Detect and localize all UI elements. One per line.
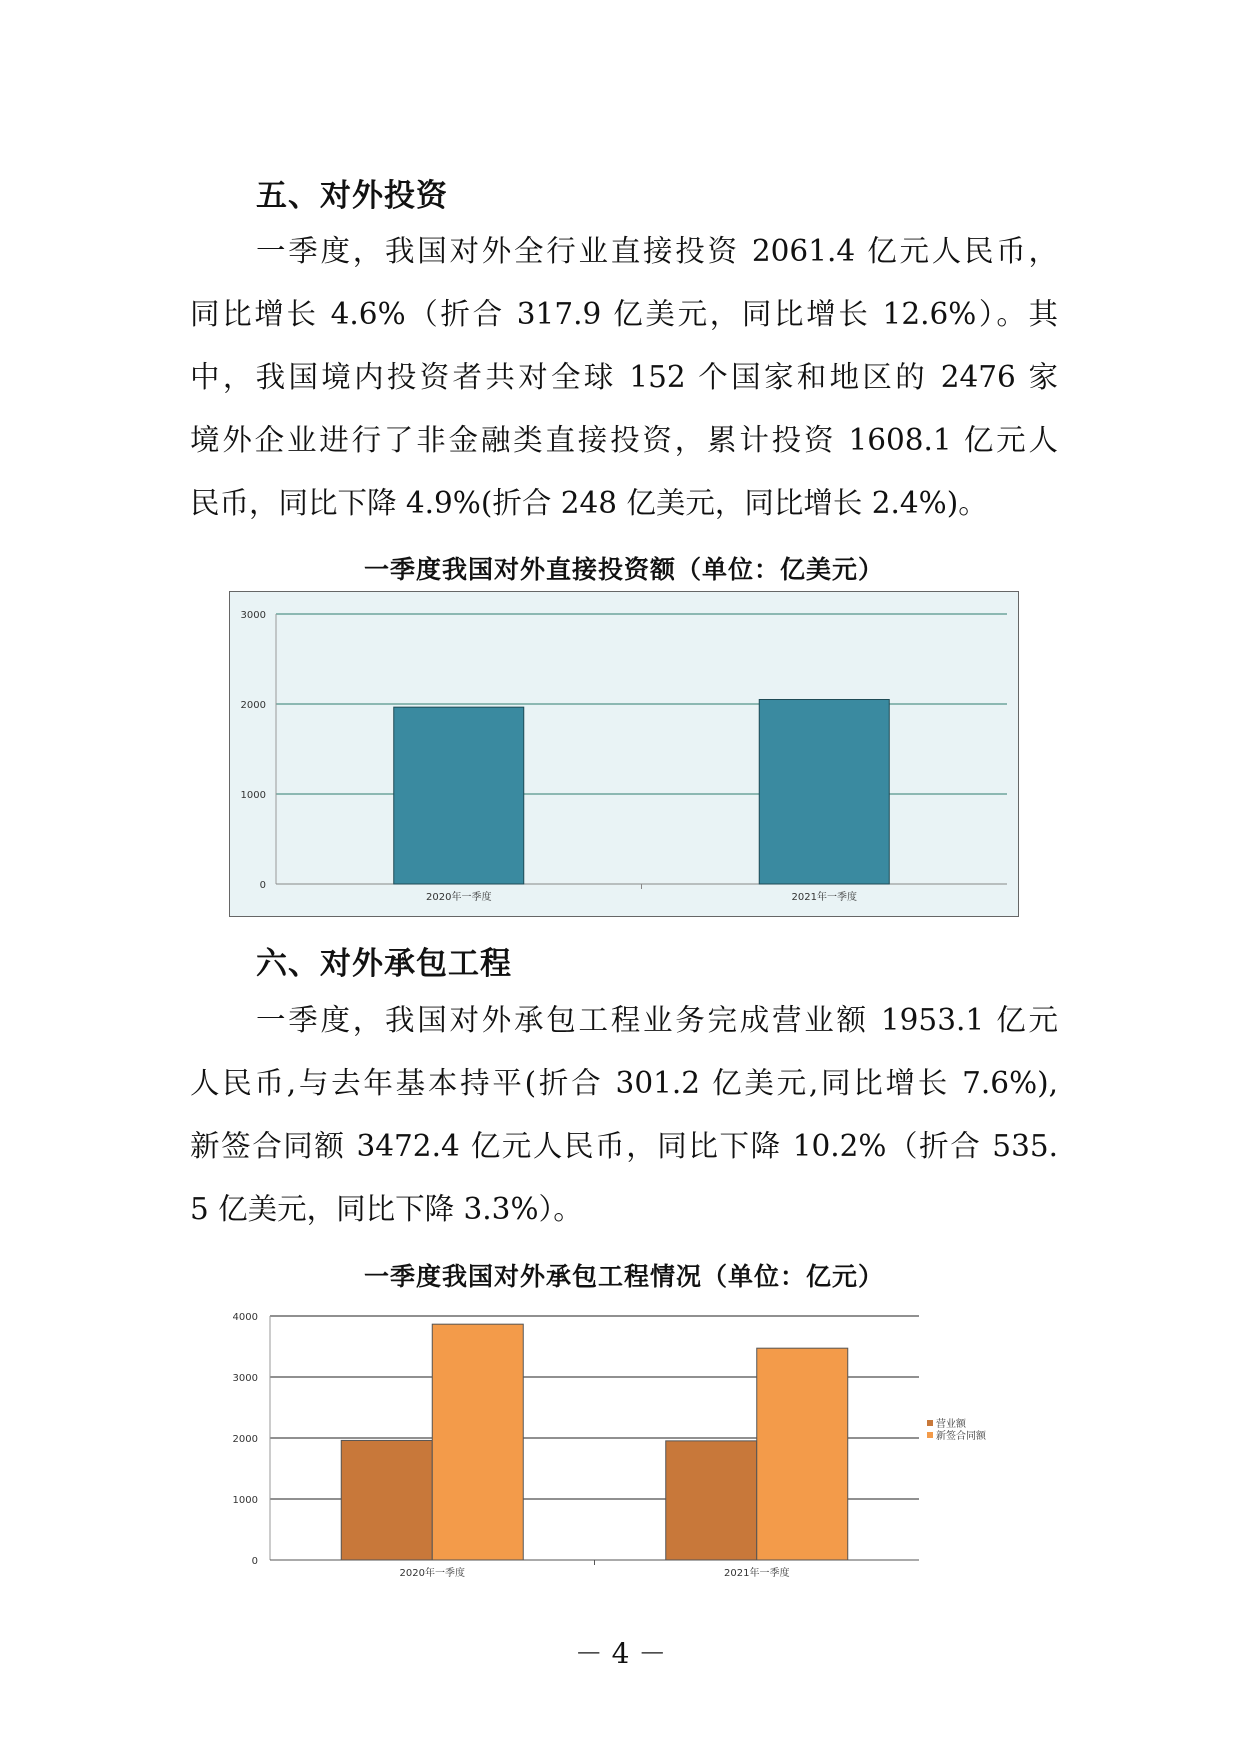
bar xyxy=(341,1440,432,1560)
bar xyxy=(666,1441,757,1560)
section-heading-contracted-projects: 六、对外承包工程 xyxy=(256,946,512,982)
contracted-projects-bar-chart xyxy=(222,1298,1022,1588)
legend-label: 营业额 xyxy=(936,1419,966,1430)
text-line: 中，我国境内投资者共对全球 152 个国家和地区的 2476 家 xyxy=(190,360,1058,394)
y-tick-label: 0 xyxy=(259,880,266,891)
bar xyxy=(759,700,889,885)
bar xyxy=(394,707,524,884)
y-tick-label: 0 xyxy=(251,1556,258,1567)
text-line: 民币，同比下降 4.9%(折合 248 亿美元，同比增长 2.4%)。 xyxy=(190,486,988,520)
chart-title-contracted-projects: 一季度我国对外承包工程情况（单位：亿元） xyxy=(363,1262,884,1291)
legend-swatch xyxy=(927,1432,933,1438)
y-tick-label: 1000 xyxy=(232,1495,258,1506)
y-tick-label: 2000 xyxy=(232,1434,258,1445)
bar xyxy=(432,1324,523,1560)
page-number: － 4 － xyxy=(574,1637,667,1670)
text-line: 5 亿美元，同比下降 3.3%）。 xyxy=(190,1192,583,1226)
section-heading-outbound-investment: 五、对外投资 xyxy=(256,178,448,214)
text-line: 新签合同额 3472.4 亿元人民币，同比下降 10.2%（折合 535. xyxy=(190,1129,1058,1163)
investment-chart-svg xyxy=(229,591,1019,917)
y-tick-label: 4000 xyxy=(232,1312,258,1323)
text-line: 境外企业进行了非金融类直接投资，累计投资 1608.1 亿元人 xyxy=(190,423,1058,457)
text-line: 同比增长 4.6%（折合 317.9 亿美元，同比增长 12.6%）。其 xyxy=(190,297,1058,331)
chart-title-investment: 一季度我国对外直接投资额（单位：亿美元） xyxy=(363,555,884,584)
contracted-projects-chart-svg xyxy=(222,1298,1022,1588)
legend-label: 新签合同额 xyxy=(936,1431,986,1442)
chart-frame xyxy=(230,592,1019,917)
text-line: 一季度，我国对外全行业直接投资 2061.4 亿元人民币， xyxy=(256,234,1058,268)
paragraph-contracted-projects xyxy=(190,989,1058,1241)
x-tick-label: 2021年一季度 xyxy=(724,1568,790,1579)
text-line: 一季度，我国对外承包工程业务完成营业额 1953.1 亿元 xyxy=(256,1003,1058,1037)
x-tick-label: 2020年一季度 xyxy=(426,892,492,903)
y-tick-label: 1000 xyxy=(240,790,266,801)
investment-bar-chart xyxy=(229,591,1019,917)
y-tick-label: 2000 xyxy=(240,700,266,711)
y-tick-label: 3000 xyxy=(232,1373,258,1384)
y-tick-label: 3000 xyxy=(240,610,266,621)
bar xyxy=(757,1348,848,1560)
x-tick-label: 2021年一季度 xyxy=(791,892,857,903)
x-tick-label: 2020年一季度 xyxy=(399,1568,465,1579)
paragraph-outbound-investment xyxy=(190,220,1058,535)
legend-swatch xyxy=(927,1420,933,1426)
text-line: 人民币,与去年基本持平(折合 301.2 亿美元,同比增长 7.6%), xyxy=(190,1066,1058,1100)
